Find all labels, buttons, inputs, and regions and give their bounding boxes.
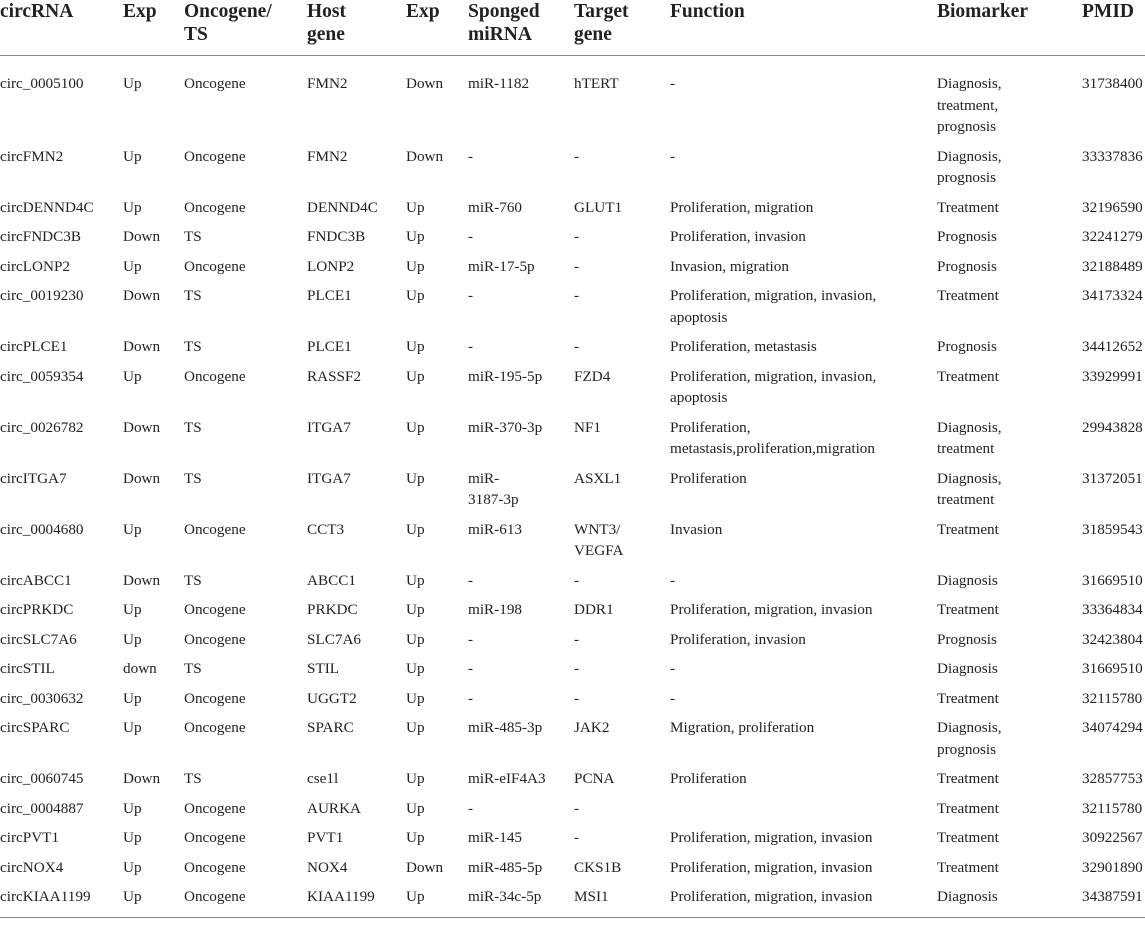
- cell-oncogene-ts: Oncogene: [184, 75, 246, 92]
- cell-sponged-mirna: miR-1182: [468, 75, 530, 92]
- cell-circrna: circ_0004887: [0, 799, 84, 817]
- cell-target-gene: hTERT: [574, 75, 619, 92]
- cell-exp: Down: [123, 469, 161, 487]
- table-row: [0, 336, 1145, 366]
- cell-circrna: circ_0026782: [0, 418, 84, 436]
- cell-function: -: [670, 147, 676, 165]
- cell-pmid: 33929991: [1082, 367, 1143, 385]
- cell-pmid: 34387591: [1082, 886, 1145, 917]
- header-exp: Exp: [123, 0, 184, 56]
- cell-circrna: circ_0005100: [0, 75, 84, 92]
- cell-function: -: [670, 689, 676, 707]
- cell-exp: Up: [123, 198, 142, 216]
- cell-circrna: circ_0019230: [0, 287, 84, 304]
- cell-host-exp: Up: [406, 829, 425, 846]
- table-row: [0, 285, 1145, 336]
- cell-host-exp: Up: [406, 770, 425, 787]
- cell-exp: Down: [123, 770, 161, 787]
- cell-oncogene-ts: Oncogene: [184, 630, 246, 648]
- table-row: [0, 768, 1145, 798]
- cell-circrna: circFMN2: [0, 147, 64, 165]
- cell-biomarker: Treatment: [937, 520, 999, 538]
- cell-oncogene-ts: Oncogene: [184, 689, 246, 707]
- table-row: [0, 417, 1145, 468]
- cell-circrna: circSLC7A6: [0, 630, 77, 648]
- cell-target-gene: -: [574, 799, 580, 817]
- cell-host-gene: RASSF2: [307, 367, 362, 385]
- cell-target-gene: DDR1: [574, 601, 614, 618]
- cell-biomarker: Treatment: [937, 367, 999, 385]
- header-pmid: PMID: [1082, 0, 1145, 56]
- cell-oncogene-ts: TS: [184, 338, 202, 355]
- cell-biomarker: Diagnosis, treatment: [937, 418, 1002, 457]
- cell-function: Migration, proliferation: [670, 719, 815, 736]
- cell-circrna: circPLCE1: [0, 338, 68, 355]
- cell-host-exp: Up: [406, 660, 425, 677]
- cell-sponged-mirna: miR-eIF4A3: [468, 770, 546, 787]
- cell-exp: Down: [123, 418, 161, 436]
- cell-sponged-mirna: miR-17-5p: [468, 257, 535, 275]
- cell-target-gene: -: [574, 689, 580, 707]
- cell-function: Proliferation: [670, 770, 747, 787]
- cell-sponged-mirna: -: [468, 799, 474, 817]
- cell-biomarker: Treatment: [937, 858, 999, 876]
- cell-host-gene: FMN2: [307, 75, 348, 92]
- cell-host-exp: Up: [406, 520, 425, 538]
- cell-oncogene-ts: TS: [184, 418, 202, 436]
- cell-biomarker: Diagnosis: [937, 886, 1082, 917]
- cell-host-exp: Up: [406, 257, 425, 275]
- cell-sponged-mirna: miR-485-3p: [468, 719, 543, 736]
- cell-host-gene: KIAA1199: [307, 886, 406, 917]
- cell-exp: Up: [123, 829, 142, 846]
- table-row: [0, 519, 1145, 570]
- cell-target-gene: JAK2: [574, 719, 610, 736]
- cell-function: -: [670, 660, 676, 677]
- cell-host-exp: Down: [406, 858, 444, 876]
- cell-host-exp: Up: [406, 799, 425, 817]
- cell-host-exp: Up: [406, 601, 425, 618]
- table-row: [0, 197, 1145, 227]
- table-row: [0, 658, 1145, 688]
- cell-host-gene: PVT1: [307, 829, 344, 846]
- table-row: [0, 366, 1145, 417]
- cell-biomarker: Treatment: [937, 829, 999, 846]
- cell-host-gene: FMN2: [307, 147, 348, 165]
- cell-biomarker: Diagnosis: [937, 660, 998, 677]
- table-row: [0, 468, 1145, 519]
- table-row: [0, 629, 1145, 659]
- cell-function: [670, 798, 937, 828]
- cell-target-gene: -: [574, 630, 580, 648]
- cell-target-gene: MSI1: [574, 886, 670, 917]
- cell-function: Proliferation, metastasis: [670, 338, 817, 355]
- cell-pmid: 32241279: [1082, 228, 1143, 245]
- table-row: [0, 146, 1145, 197]
- cell-pmid: 31859543: [1082, 520, 1143, 538]
- cell-circrna: circPRKDC: [0, 601, 74, 618]
- cell-circrna: circ_0059354: [0, 367, 84, 385]
- header-host-exp: Exp: [406, 0, 468, 56]
- cell-oncogene-ts: Oncogene: [184, 198, 246, 216]
- cell-pmid: 34074294: [1082, 719, 1143, 736]
- cell-exp: Up: [123, 858, 142, 876]
- cell-host-exp: Up: [406, 886, 468, 917]
- table-row: [0, 857, 1145, 887]
- cell-oncogene-ts: Oncogene: [184, 601, 246, 618]
- cell-oncogene-ts: Oncogene: [184, 147, 246, 165]
- cell-pmid: 32115780: [1082, 689, 1143, 707]
- cell-circrna: circITGA7: [0, 469, 67, 487]
- cell-sponged-mirna: miR-370-3p: [468, 418, 543, 436]
- cell-function: Proliferation, invasion: [670, 630, 806, 648]
- cell-exp: Up: [123, 719, 142, 736]
- cell-sponged-mirna: -: [468, 660, 474, 677]
- cell-biomarker: Prognosis: [937, 257, 997, 275]
- cell-pmid: 31738400: [1082, 75, 1143, 92]
- cell-oncogene-ts: Oncogene: [184, 520, 246, 538]
- header-function: Function: [670, 0, 937, 56]
- cell-pmid: 32188489: [1082, 257, 1143, 275]
- cell-target-gene: -: [574, 338, 580, 355]
- cell-circrna: circKIAA1199: [0, 886, 123, 917]
- header-host-gene: Host gene: [307, 0, 406, 56]
- cell-target-gene: -: [574, 571, 580, 589]
- cell-host-exp: Down: [406, 147, 444, 165]
- cell-function: Proliferation, migration, invasion, apoptosis: [670, 367, 877, 406]
- cell-oncogene-ts: Oncogene: [184, 799, 246, 817]
- header-oncogene-ts: Oncogene/ TS: [184, 0, 307, 56]
- cell-host-exp: Up: [406, 287, 425, 304]
- cell-biomarker: Diagnosis, prognosis: [937, 147, 1002, 186]
- table-body: [0, 56, 1145, 918]
- table-row: [0, 886, 1145, 917]
- cell-exp: Up: [123, 520, 142, 538]
- cell-circrna: circDENND4C: [0, 198, 94, 216]
- cell-exp: Down: [123, 571, 161, 589]
- header-target-gene: Target gene: [574, 0, 670, 56]
- cell-target-gene: WNT3/ VEGFA: [574, 520, 624, 559]
- header-sponged-mirna: Sponged miRNA: [468, 0, 574, 56]
- cell-function: Proliferation, migration: [670, 198, 814, 216]
- cell-exp: Down: [123, 287, 161, 304]
- cell-biomarker: Treatment: [937, 198, 999, 216]
- header-circrna: circRNA: [0, 0, 123, 56]
- cell-pmid: 34173324: [1082, 287, 1143, 304]
- cell-pmid: 32115780: [1082, 799, 1143, 817]
- cell-exp: Up: [123, 799, 142, 817]
- cell-sponged-mirna: miR-198: [468, 601, 523, 618]
- cell-target-gene: PCNA: [574, 770, 615, 787]
- cell-oncogene-ts: TS: [184, 287, 202, 304]
- cell-host-gene: ITGA7: [307, 469, 351, 487]
- table-row: [0, 226, 1145, 256]
- cell-host-gene: SPARC: [307, 719, 354, 736]
- cell-biomarker: Diagnosis, treatment, prognosis: [937, 75, 1002, 135]
- cell-exp: Down: [123, 228, 161, 245]
- cell-host-gene: SLC7A6: [307, 630, 362, 648]
- cell-sponged-mirna: miR-195-5p: [468, 367, 543, 385]
- cell-biomarker: Treatment: [937, 799, 999, 817]
- cell-exp: Up: [123, 257, 142, 275]
- cell-host-exp: Up: [406, 469, 425, 487]
- cell-circrna: circNOX4: [0, 858, 64, 876]
- cell-exp: Up: [123, 601, 142, 618]
- cell-circrna: circPVT1: [0, 829, 60, 846]
- cell-function: Proliferation, migration, invasion: [670, 886, 937, 917]
- cell-exp: down: [123, 660, 157, 677]
- cell-biomarker: Prognosis: [937, 630, 997, 648]
- cell-circrna: circFNDC3B: [0, 228, 81, 245]
- cell-host-exp: Up: [406, 571, 425, 589]
- cell-target-gene: -: [574, 829, 580, 846]
- cell-host-exp: Up: [406, 719, 425, 736]
- table-row: [0, 570, 1145, 600]
- cell-function: Proliferation, migration, invasion: [670, 601, 873, 618]
- cell-pmid: 32196590: [1082, 198, 1143, 216]
- table-row: [0, 798, 1145, 828]
- cell-target-gene: GLUT1: [574, 198, 623, 216]
- cell-sponged-mirna: miR-613: [468, 520, 523, 538]
- table-header: [0, 0, 1145, 56]
- cell-function: Proliferation: [670, 469, 747, 487]
- cell-host-gene: cse1l: [307, 770, 339, 787]
- cell-host-exp: Up: [406, 367, 425, 385]
- table-row: [0, 599, 1145, 629]
- cell-biomarker: Treatment: [937, 287, 999, 304]
- cell-oncogene-ts: TS: [184, 571, 202, 589]
- cell-circrna: circ_0060745: [0, 770, 84, 787]
- cell-target-gene: -: [574, 147, 580, 165]
- cell-function: Proliferation, migration, invasion: [670, 829, 873, 846]
- table-row: [0, 256, 1145, 286]
- table-row: [0, 56, 1145, 146]
- cell-biomarker: Treatment: [937, 770, 999, 787]
- cell-sponged-mirna: -: [468, 287, 474, 304]
- cell-target-gene: FZD4: [574, 367, 611, 385]
- cell-oncogene-ts: TS: [184, 228, 202, 245]
- cell-host-gene: NOX4: [307, 858, 348, 876]
- cell-sponged-mirna: -: [468, 630, 474, 648]
- cell-host-gene: STIL: [307, 660, 340, 677]
- cell-exp: Up: [123, 689, 142, 707]
- cell-biomarker: Treatment: [937, 689, 999, 707]
- cell-biomarker: Diagnosis, prognosis: [937, 719, 1002, 758]
- cell-exp: Up: [123, 886, 184, 917]
- cell-host-gene: PLCE1: [307, 338, 352, 355]
- cell-sponged-mirna: miR-485-5p: [468, 858, 543, 876]
- cell-pmid: 32857753: [1082, 770, 1143, 787]
- cell-exp: Up: [123, 630, 142, 648]
- cell-host-gene: ITGA7: [307, 418, 351, 436]
- cell-oncogene-ts: Oncogene: [184, 719, 246, 736]
- cell-host-exp: Up: [406, 228, 425, 245]
- cell-host-gene: DENND4C: [307, 198, 378, 216]
- cell-oncogene-ts: TS: [184, 469, 202, 487]
- cell-circrna: circ_0004680: [0, 520, 84, 538]
- cell-host-exp: Up: [406, 418, 425, 436]
- table-row: [0, 717, 1145, 768]
- cell-pmid: 33364834: [1082, 601, 1143, 618]
- cell-sponged-mirna: miR-145: [468, 829, 523, 846]
- cell-function: Proliferation, invasion: [670, 228, 806, 245]
- cell-host-gene: ABCC1: [307, 571, 356, 589]
- cell-target-gene: CKS1B: [574, 858, 622, 876]
- cell-function: Proliferation, metastasis,proliferation,migration: [670, 418, 875, 457]
- cell-circrna: circSTIL: [0, 660, 55, 677]
- cell-host-gene: PRKDC: [307, 601, 358, 618]
- cell-pmid: 31669510: [1082, 660, 1143, 677]
- cell-target-gene: NF1: [574, 418, 602, 436]
- cell-pmid: 31669510: [1082, 571, 1143, 589]
- cell-oncogene-ts: Oncogene: [184, 367, 246, 385]
- cell-exp: Up: [123, 367, 142, 385]
- cell-sponged-mirna: miR-760: [468, 198, 523, 216]
- table-row: [0, 688, 1145, 718]
- cell-target-gene: -: [574, 257, 580, 275]
- cell-sponged-mirna: -: [468, 147, 474, 165]
- cell-target-gene: -: [574, 228, 580, 245]
- cell-circrna: circLONP2: [0, 257, 71, 275]
- cell-circrna: circABCC1: [0, 571, 72, 589]
- cell-exp: Down: [123, 338, 161, 355]
- cell-biomarker: Diagnosis, treatment: [937, 469, 1002, 508]
- cell-sponged-mirna: -: [468, 571, 474, 589]
- cell-host-exp: Up: [406, 198, 425, 216]
- cell-exp: Up: [123, 147, 142, 165]
- cell-host-gene: FNDC3B: [307, 228, 366, 245]
- cell-pmid: 29943828: [1082, 418, 1143, 436]
- cell-host-gene: AURKA: [307, 799, 362, 817]
- cell-circrna: circSPARC: [0, 719, 70, 736]
- cell-host-exp: Up: [406, 630, 425, 648]
- cell-host-gene: PLCE1: [307, 287, 352, 304]
- cell-sponged-mirna: -: [468, 689, 474, 707]
- cell-host-gene: CCT3: [307, 520, 345, 538]
- cell-host-gene: LONP2: [307, 257, 355, 275]
- cell-pmid: 32423804: [1082, 630, 1143, 648]
- cell-function: Invasion: [670, 520, 723, 538]
- cell-sponged-mirna: miR- 3187-3p: [468, 469, 519, 508]
- cell-target-gene: ASXL1: [574, 469, 622, 487]
- cell-biomarker: Prognosis: [937, 228, 997, 245]
- cell-oncogene-ts: Oncogene: [184, 257, 246, 275]
- cell-pmid: 33337836: [1082, 147, 1143, 165]
- cell-target-gene: -: [574, 660, 580, 677]
- cell-pmid: 32901890: [1082, 858, 1143, 876]
- cell-pmid: 30922567: [1082, 829, 1143, 846]
- cell-oncogene-ts: TS: [184, 770, 202, 787]
- cell-pmid: 34412652: [1082, 338, 1143, 355]
- cell-sponged-mirna: -: [468, 228, 474, 245]
- cell-sponged-mirna: -: [468, 338, 474, 355]
- cell-biomarker: Treatment: [937, 601, 999, 618]
- header-biomarker: Biomarker: [937, 0, 1082, 56]
- cell-function: -: [670, 75, 676, 92]
- cell-function: Invasion, migration: [670, 257, 789, 275]
- cell-function: Proliferation, migration, invasion, apoptosis: [670, 287, 877, 326]
- cell-host-exp: Down: [406, 75, 444, 92]
- cell-function: Proliferation, migration, invasion: [670, 858, 873, 876]
- cell-oncogene-ts: Oncogene: [184, 858, 246, 876]
- header-row: [0, 0, 1145, 56]
- cell-biomarker: Diagnosis: [937, 571, 998, 589]
- cell-oncogene-ts: Oncogene: [184, 886, 307, 917]
- cell-biomarker: Prognosis: [937, 338, 997, 355]
- cell-host-exp: Up: [406, 338, 425, 355]
- table-row: [0, 827, 1145, 857]
- cell-circrna: circ_0030632: [0, 689, 84, 707]
- cell-target-gene: -: [574, 287, 580, 304]
- cell-oncogene-ts: TS: [184, 660, 202, 677]
- cell-host-gene: UGGT2: [307, 689, 357, 707]
- cell-host-exp: Up: [406, 689, 425, 707]
- cell-exp: Up: [123, 75, 142, 92]
- cell-oncogene-ts: Oncogene: [184, 829, 246, 846]
- cell-function: -: [670, 571, 676, 589]
- cell-pmid: 31372051: [1082, 469, 1143, 487]
- cell-sponged-mirna: miR-34c-5p: [468, 886, 574, 917]
